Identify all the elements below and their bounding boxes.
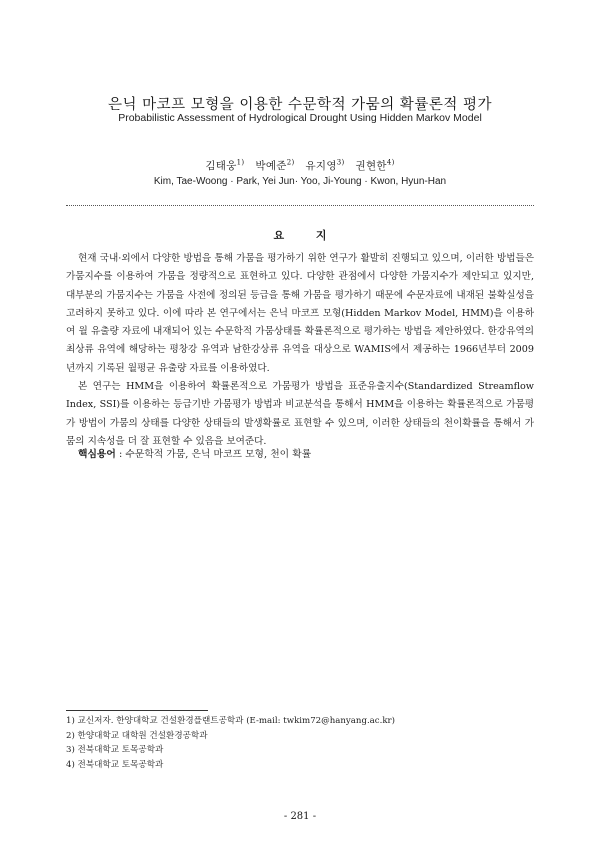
authors-korean [0,158,600,173]
abstract-paragraph: 현재 국내·외에서 다양한 방법을 통해 가뭄을 평가하기 위한 연구가 활발히 진행되고 있으며, 이러한 방법들은 가뭄지수를 이용하여 가뭄을 정량적으로 표현하고 있다. 다양한 관점에서 다양한 가뭄지수가 제안되고 있지만, 대부분의 가뭄지수는 가뭄을 사전에 정의된 등급을 통해 가뭄을 평가하기 때문에 수문자료에 내재된 불확실성을 고려하지 못하고 있다. 이에 따라 본 연구에서는 은닉 마코프 모형(Hidden Markov Model, HMM)을 이용하여 월 유출량 자료에 내재되어 있는 수문학적 가뭄상태를 확률론적으로 평가하는 방법을 제안하였다. 한강유역의 최상류 유역에 해당하는 평창강 유역과 남한강상류 유역을 대상으로 WAMIS에서 제공하는 1966년부터 2009년까지 기록된 월평균 유출량 자료를 이용하였다. [66,253,534,374]
keywords-text: 수문학적 가뭄, 은닉 마코프 모형, 천이 확률 [125,449,312,460]
section-divider [66,205,534,206]
author-mark: 4) [386,158,395,167]
keywords-separator: : [115,449,126,460]
abstract-heading: 요 지 [273,229,341,242]
author-name: 김태웅 [205,160,237,172]
footnote: 3) 전북대학교 토목공학과 [66,745,164,756]
footnote-divider [66,710,208,711]
authors-english: Kim, Tae-Woong · Park, Yei Jun· Yoo, Ji-Young · Kwon, Hyun-Han [153,176,447,187]
footnotes [66,714,534,773]
footnote: 1) 교신저자. 한양대학교 건설환경플랜트공학과 (E-mail: twkim72@hanyang.ac.kr) [66,716,396,726]
abstract-body [66,250,534,451]
author-name: 권현한 [355,160,387,172]
footnote: 2) 한양대학교 대학원 건설환경공학과 [66,730,208,741]
author-name: 유지영 [305,160,337,172]
keywords [78,446,534,460]
author-mark: 3) [336,158,345,167]
paper-title-korean: 은닉 마코프 모형을 이용한 수문학적 가뭄의 확률론적 평가 [108,97,492,113]
author-name: 박예준 [255,160,287,172]
footnote: 4) 전북대학교 토목공학과 [66,760,164,771]
keywords-label: 핵심용어 [78,449,116,460]
author-mark: 2) [286,158,295,167]
author-mark: 1) [236,158,245,167]
abstract-paragraph: 본 연구는 HMM을 이용하여 확률론적으로 가뭄평가 방법을 표준유출지수(Standardized Streamflow Index, SSI)를 이용하는 등급기반 가뭄평가 방법과 비교분석을 통해서 HMM을 이용하는 확률론적으로 가뭄평가 방법이 가뭄의 상태를 다양한 상태들의 발생확률로 표현할 수 있으며, 이러한 상태들의 천이확률을 통해서 가뭄의 지속성을 더 잘 표현할 수 있음을 보여준다. [66,381,534,447]
paper-title-english: Probabilistic Assessment of Hydrological Drought Using Hidden Markov Model [118,112,482,124]
page-number: - 281 - [283,811,317,822]
